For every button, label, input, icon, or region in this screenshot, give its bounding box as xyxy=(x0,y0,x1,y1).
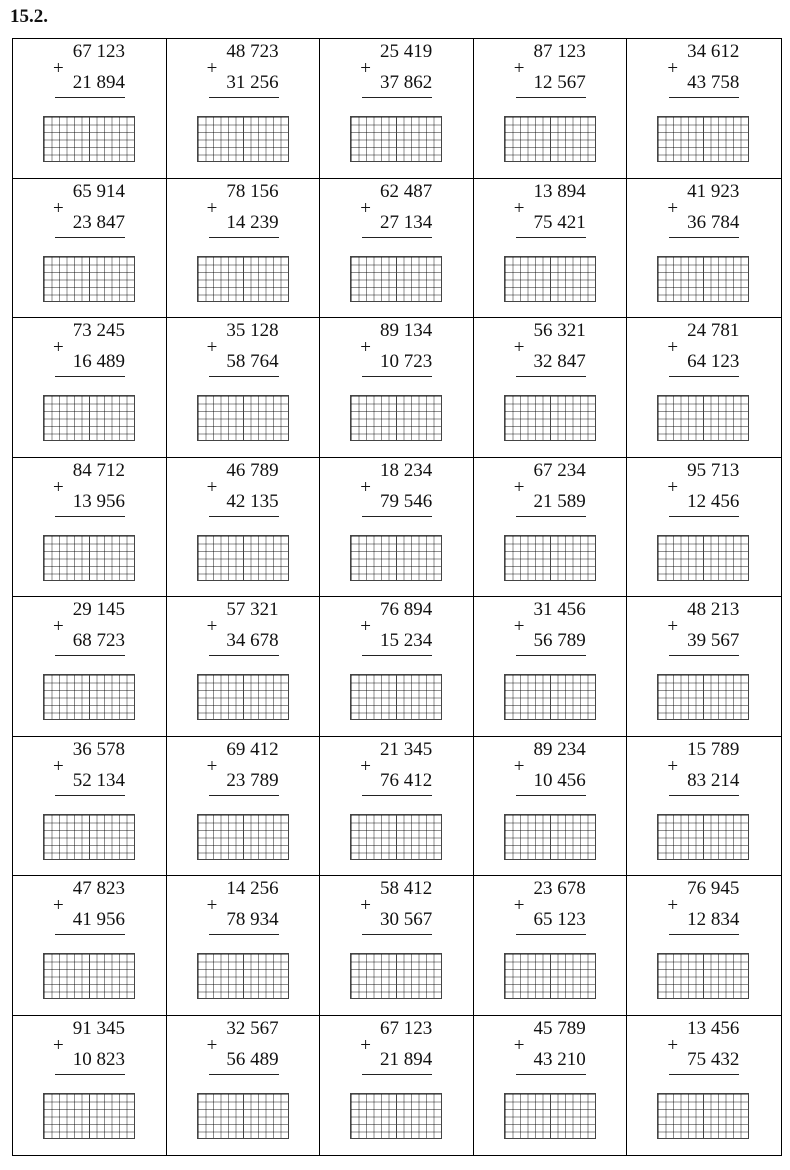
answer-grid[interactable] xyxy=(504,256,596,302)
answer-grid[interactable] xyxy=(657,1093,749,1139)
problem-cell xyxy=(13,597,167,737)
sum-line xyxy=(516,655,586,656)
sum-line xyxy=(362,1074,432,1075)
first-addend: 32 567 xyxy=(226,1017,279,1039)
problem-cell xyxy=(474,458,628,598)
answer-grid[interactable] xyxy=(43,674,135,720)
sum-line xyxy=(669,516,739,517)
plus-sign: + xyxy=(53,476,64,498)
plus-sign: + xyxy=(667,476,679,498)
second-addend: 30 567 xyxy=(379,909,433,930)
answer-grid[interactable] xyxy=(657,814,749,860)
first-addend: 14 256 xyxy=(226,878,279,899)
plus-sign: + xyxy=(360,476,371,498)
plus-sign: + xyxy=(667,755,679,777)
problem-cell xyxy=(627,39,781,179)
answer-grid[interactable] xyxy=(197,256,289,302)
second-addend: 64 123 xyxy=(687,351,740,372)
plus-sign: + xyxy=(513,1034,525,1056)
problem-cell xyxy=(320,458,474,598)
second-addend: 16 489 xyxy=(72,351,125,372)
sum-line xyxy=(362,237,432,238)
problem-cell xyxy=(474,876,628,1016)
first-addend: 89 234 xyxy=(533,738,586,760)
sum-line xyxy=(209,934,279,935)
first-addend: 23 678 xyxy=(533,878,586,899)
plus-sign: + xyxy=(513,197,525,219)
plus-sign: + xyxy=(360,58,371,79)
first-addend: 67 234 xyxy=(533,459,586,481)
first-addend: 58 412 xyxy=(379,878,433,899)
second-addend: 23 847 xyxy=(72,211,125,233)
first-addend: 57 321 xyxy=(226,599,279,620)
second-addend: 12 834 xyxy=(687,909,740,930)
sum-line xyxy=(669,237,739,238)
sum-line xyxy=(362,795,432,796)
answer-grid[interactable] xyxy=(43,1093,135,1139)
second-addend: 41 956 xyxy=(72,909,125,930)
problem-cell xyxy=(627,318,781,458)
problem-cell xyxy=(320,597,474,737)
answer-grid[interactable] xyxy=(350,256,442,302)
plus-sign: + xyxy=(206,337,218,358)
problem-cell xyxy=(167,1016,321,1156)
second-addend: 78 934 xyxy=(226,909,279,930)
problem-cell xyxy=(320,179,474,319)
plus-sign: + xyxy=(206,476,218,498)
problem-cell xyxy=(167,458,321,598)
answer-grid[interactable] xyxy=(43,395,135,441)
answer-grid[interactable] xyxy=(197,674,289,720)
sum-line xyxy=(55,376,125,377)
plus-sign: + xyxy=(360,1034,371,1056)
sum-line xyxy=(362,376,432,377)
sum-line xyxy=(669,795,739,796)
second-addend: 52 134 xyxy=(72,769,125,791)
first-addend: 41 923 xyxy=(687,180,740,202)
second-addend: 75 421 xyxy=(533,211,586,233)
plus-sign: + xyxy=(53,895,64,916)
sum-line xyxy=(516,1074,586,1075)
sum-line xyxy=(55,97,125,98)
plus-sign: + xyxy=(667,616,679,637)
plus-sign: + xyxy=(360,755,371,777)
problem-cell xyxy=(474,318,628,458)
second-addend: 13 956 xyxy=(72,490,125,512)
problem-cell xyxy=(627,458,781,598)
answer-grid[interactable] xyxy=(350,395,442,441)
plus-sign: + xyxy=(53,337,64,358)
second-addend: 65 123 xyxy=(533,909,586,930)
second-addend: 14 239 xyxy=(226,211,279,233)
sum-line xyxy=(209,376,279,377)
first-addend: 69 412 xyxy=(226,738,279,760)
problem-cell xyxy=(320,1016,474,1156)
answer-grid[interactable] xyxy=(197,814,289,860)
exercise-number: 15.2. xyxy=(10,6,48,27)
problem-cell xyxy=(13,737,167,877)
plus-sign: + xyxy=(206,197,218,219)
second-addend: 27 134 xyxy=(379,211,433,233)
problem-cell xyxy=(320,318,474,458)
plus-sign: + xyxy=(206,1034,218,1056)
problem-cell xyxy=(474,179,628,319)
plus-sign: + xyxy=(360,197,371,219)
first-addend: 21 345 xyxy=(379,738,433,760)
problem-cell xyxy=(167,39,321,179)
problem-cell xyxy=(627,597,781,737)
second-addend: 34 678 xyxy=(226,630,279,651)
first-addend: 62 487 xyxy=(379,180,433,202)
answer-grid[interactable] xyxy=(197,395,289,441)
answer-grid[interactable] xyxy=(657,116,749,162)
sum-line xyxy=(362,934,432,935)
answer-grid[interactable] xyxy=(504,1093,596,1139)
answer-grid[interactable] xyxy=(657,256,749,302)
problem-cell xyxy=(627,1016,781,1156)
sum-line xyxy=(362,97,432,98)
plus-sign: + xyxy=(513,337,525,358)
sum-line xyxy=(55,237,125,238)
answer-grid[interactable] xyxy=(43,116,135,162)
plus-sign: + xyxy=(667,197,679,219)
problem-cell xyxy=(474,1016,628,1156)
first-addend: 78 156 xyxy=(226,180,279,202)
second-addend: 56 789 xyxy=(533,630,586,651)
plus-sign: + xyxy=(513,895,525,916)
answer-grid[interactable] xyxy=(350,953,442,999)
plus-sign: + xyxy=(206,755,218,777)
problem-cell xyxy=(167,179,321,319)
problem-cell xyxy=(474,39,628,179)
plus-sign: + xyxy=(513,58,525,79)
sum-line xyxy=(362,655,432,656)
sum-line xyxy=(209,97,279,98)
plus-sign: + xyxy=(206,616,218,637)
first-addend: 48 213 xyxy=(687,599,740,620)
plus-sign: + xyxy=(513,476,525,498)
first-addend: 13 894 xyxy=(533,180,586,202)
answer-grid[interactable] xyxy=(43,256,135,302)
answer-grid[interactable] xyxy=(197,116,289,162)
problem-cell xyxy=(13,1016,167,1156)
second-addend: 39 567 xyxy=(687,630,740,651)
second-addend: 42 135 xyxy=(226,490,279,512)
first-addend: 18 234 xyxy=(379,459,433,481)
problem-cell xyxy=(167,318,321,458)
first-addend: 87 123 xyxy=(533,41,586,62)
sum-line xyxy=(362,516,432,517)
first-addend: 29 145 xyxy=(72,599,125,620)
plus-sign: + xyxy=(513,616,525,637)
answer-grid[interactable] xyxy=(43,953,135,999)
second-addend: 58 764 xyxy=(226,351,279,372)
answer-grid[interactable] xyxy=(504,535,596,581)
second-addend: 21 894 xyxy=(72,72,125,93)
problem-cell xyxy=(13,39,167,179)
first-addend: 56 321 xyxy=(533,320,586,341)
first-addend: 35 128 xyxy=(226,320,279,341)
sum-line xyxy=(516,376,586,377)
first-addend: 24 781 xyxy=(687,320,740,341)
second-addend: 21 894 xyxy=(379,1048,433,1070)
problem-cell xyxy=(474,597,628,737)
second-addend: 32 847 xyxy=(533,351,586,372)
sum-line xyxy=(209,795,279,796)
answer-grid[interactable] xyxy=(43,535,135,581)
problem-cell xyxy=(167,737,321,877)
first-addend: 25 419 xyxy=(379,41,433,62)
first-addend: 91 345 xyxy=(72,1017,125,1039)
answer-grid[interactable] xyxy=(197,535,289,581)
first-addend: 46 789 xyxy=(226,459,279,481)
answer-grid[interactable] xyxy=(350,674,442,720)
sum-line xyxy=(669,1074,739,1075)
plus-sign: + xyxy=(53,197,64,219)
second-addend: 21 589 xyxy=(533,490,586,512)
problem-table xyxy=(12,38,782,1156)
plus-sign: + xyxy=(53,58,64,79)
answer-grid[interactable] xyxy=(657,953,749,999)
problem-cell xyxy=(13,318,167,458)
first-addend: 47 823 xyxy=(72,878,125,899)
second-addend: 37 862 xyxy=(379,72,433,93)
second-addend: 36 784 xyxy=(687,211,740,233)
first-addend: 95 713 xyxy=(687,459,740,481)
second-addend: 31 256 xyxy=(226,72,279,93)
sum-line xyxy=(516,97,586,98)
answer-grid[interactable] xyxy=(504,395,596,441)
plus-sign: + xyxy=(360,337,371,358)
sum-line xyxy=(516,795,586,796)
answer-grid[interactable] xyxy=(657,535,749,581)
plus-sign: + xyxy=(667,337,679,358)
second-addend: 10 456 xyxy=(533,769,586,791)
plus-sign: + xyxy=(667,1034,679,1056)
plus-sign: + xyxy=(206,895,218,916)
plus-sign: + xyxy=(667,895,679,916)
first-addend: 67 123 xyxy=(379,1017,433,1039)
sum-line xyxy=(669,376,739,377)
problem-cell xyxy=(167,876,321,1016)
plus-sign: + xyxy=(53,1034,64,1056)
second-addend: 79 546 xyxy=(379,490,433,512)
answer-grid[interactable] xyxy=(657,395,749,441)
first-addend: 48 723 xyxy=(226,41,279,62)
first-addend: 31 456 xyxy=(533,599,586,620)
problem-cell xyxy=(320,737,474,877)
second-addend: 10 823 xyxy=(72,1048,125,1070)
sum-line xyxy=(516,237,586,238)
first-addend: 76 945 xyxy=(687,878,740,899)
first-addend: 89 134 xyxy=(379,320,433,341)
sum-line xyxy=(209,655,279,656)
problem-cell xyxy=(627,876,781,1016)
plus-sign: + xyxy=(53,616,64,637)
answer-grid[interactable] xyxy=(657,674,749,720)
first-addend: 84 712 xyxy=(72,459,125,481)
first-addend: 15 789 xyxy=(687,738,740,760)
second-addend: 56 489 xyxy=(226,1048,279,1070)
sum-line xyxy=(55,655,125,656)
answer-grid[interactable] xyxy=(504,953,596,999)
plus-sign: + xyxy=(667,58,679,79)
problem-cell xyxy=(320,39,474,179)
problem-cell xyxy=(13,179,167,319)
answer-grid[interactable] xyxy=(350,814,442,860)
second-addend: 43 758 xyxy=(687,72,740,93)
sum-line xyxy=(55,934,125,935)
answer-grid[interactable] xyxy=(350,116,442,162)
sum-line xyxy=(209,237,279,238)
second-addend: 23 789 xyxy=(226,769,279,791)
plus-sign: + xyxy=(206,58,218,79)
second-addend: 83 214 xyxy=(687,769,740,791)
second-addend: 12 567 xyxy=(533,72,586,93)
first-addend: 73 245 xyxy=(72,320,125,341)
sum-line xyxy=(669,934,739,935)
problem-cell xyxy=(13,876,167,1016)
answer-grid[interactable] xyxy=(197,953,289,999)
problem-cell xyxy=(474,737,628,877)
problem-cell xyxy=(167,597,321,737)
first-addend: 34 612 xyxy=(687,41,740,62)
answer-grid[interactable] xyxy=(504,814,596,860)
plus-sign: + xyxy=(360,616,371,637)
answer-grid[interactable] xyxy=(43,814,135,860)
answer-grid[interactable] xyxy=(504,674,596,720)
second-addend: 15 234 xyxy=(379,630,433,651)
sum-line xyxy=(516,516,586,517)
plus-sign: + xyxy=(53,755,64,777)
problem-cell xyxy=(13,458,167,598)
sum-line xyxy=(55,1074,125,1075)
sum-line xyxy=(55,795,125,796)
second-addend: 10 723 xyxy=(379,351,433,372)
second-addend: 43 210 xyxy=(533,1048,586,1070)
first-addend: 36 578 xyxy=(72,738,125,760)
plus-sign: + xyxy=(360,895,371,916)
second-addend: 68 723 xyxy=(72,630,125,651)
first-addend: 67 123 xyxy=(72,41,125,62)
problem-cell xyxy=(627,179,781,319)
second-addend: 76 412 xyxy=(379,769,433,791)
sum-line xyxy=(669,655,739,656)
answer-grid[interactable] xyxy=(350,1093,442,1139)
answer-grid[interactable] xyxy=(504,116,596,162)
problem-cell xyxy=(627,737,781,877)
first-addend: 76 894 xyxy=(379,599,433,620)
sum-line xyxy=(209,516,279,517)
answer-grid[interactable] xyxy=(197,1093,289,1139)
sum-line xyxy=(669,97,739,98)
second-addend: 12 456 xyxy=(687,490,740,512)
problem-cell xyxy=(320,876,474,1016)
first-addend: 65 914 xyxy=(72,180,125,202)
second-addend: 75 432 xyxy=(687,1048,740,1070)
plus-sign: + xyxy=(513,755,525,777)
sum-line xyxy=(516,934,586,935)
answer-grid[interactable] xyxy=(350,535,442,581)
sum-line xyxy=(209,1074,279,1075)
first-addend: 45 789 xyxy=(533,1017,586,1039)
first-addend: 13 456 xyxy=(687,1017,740,1039)
sum-line xyxy=(55,516,125,517)
